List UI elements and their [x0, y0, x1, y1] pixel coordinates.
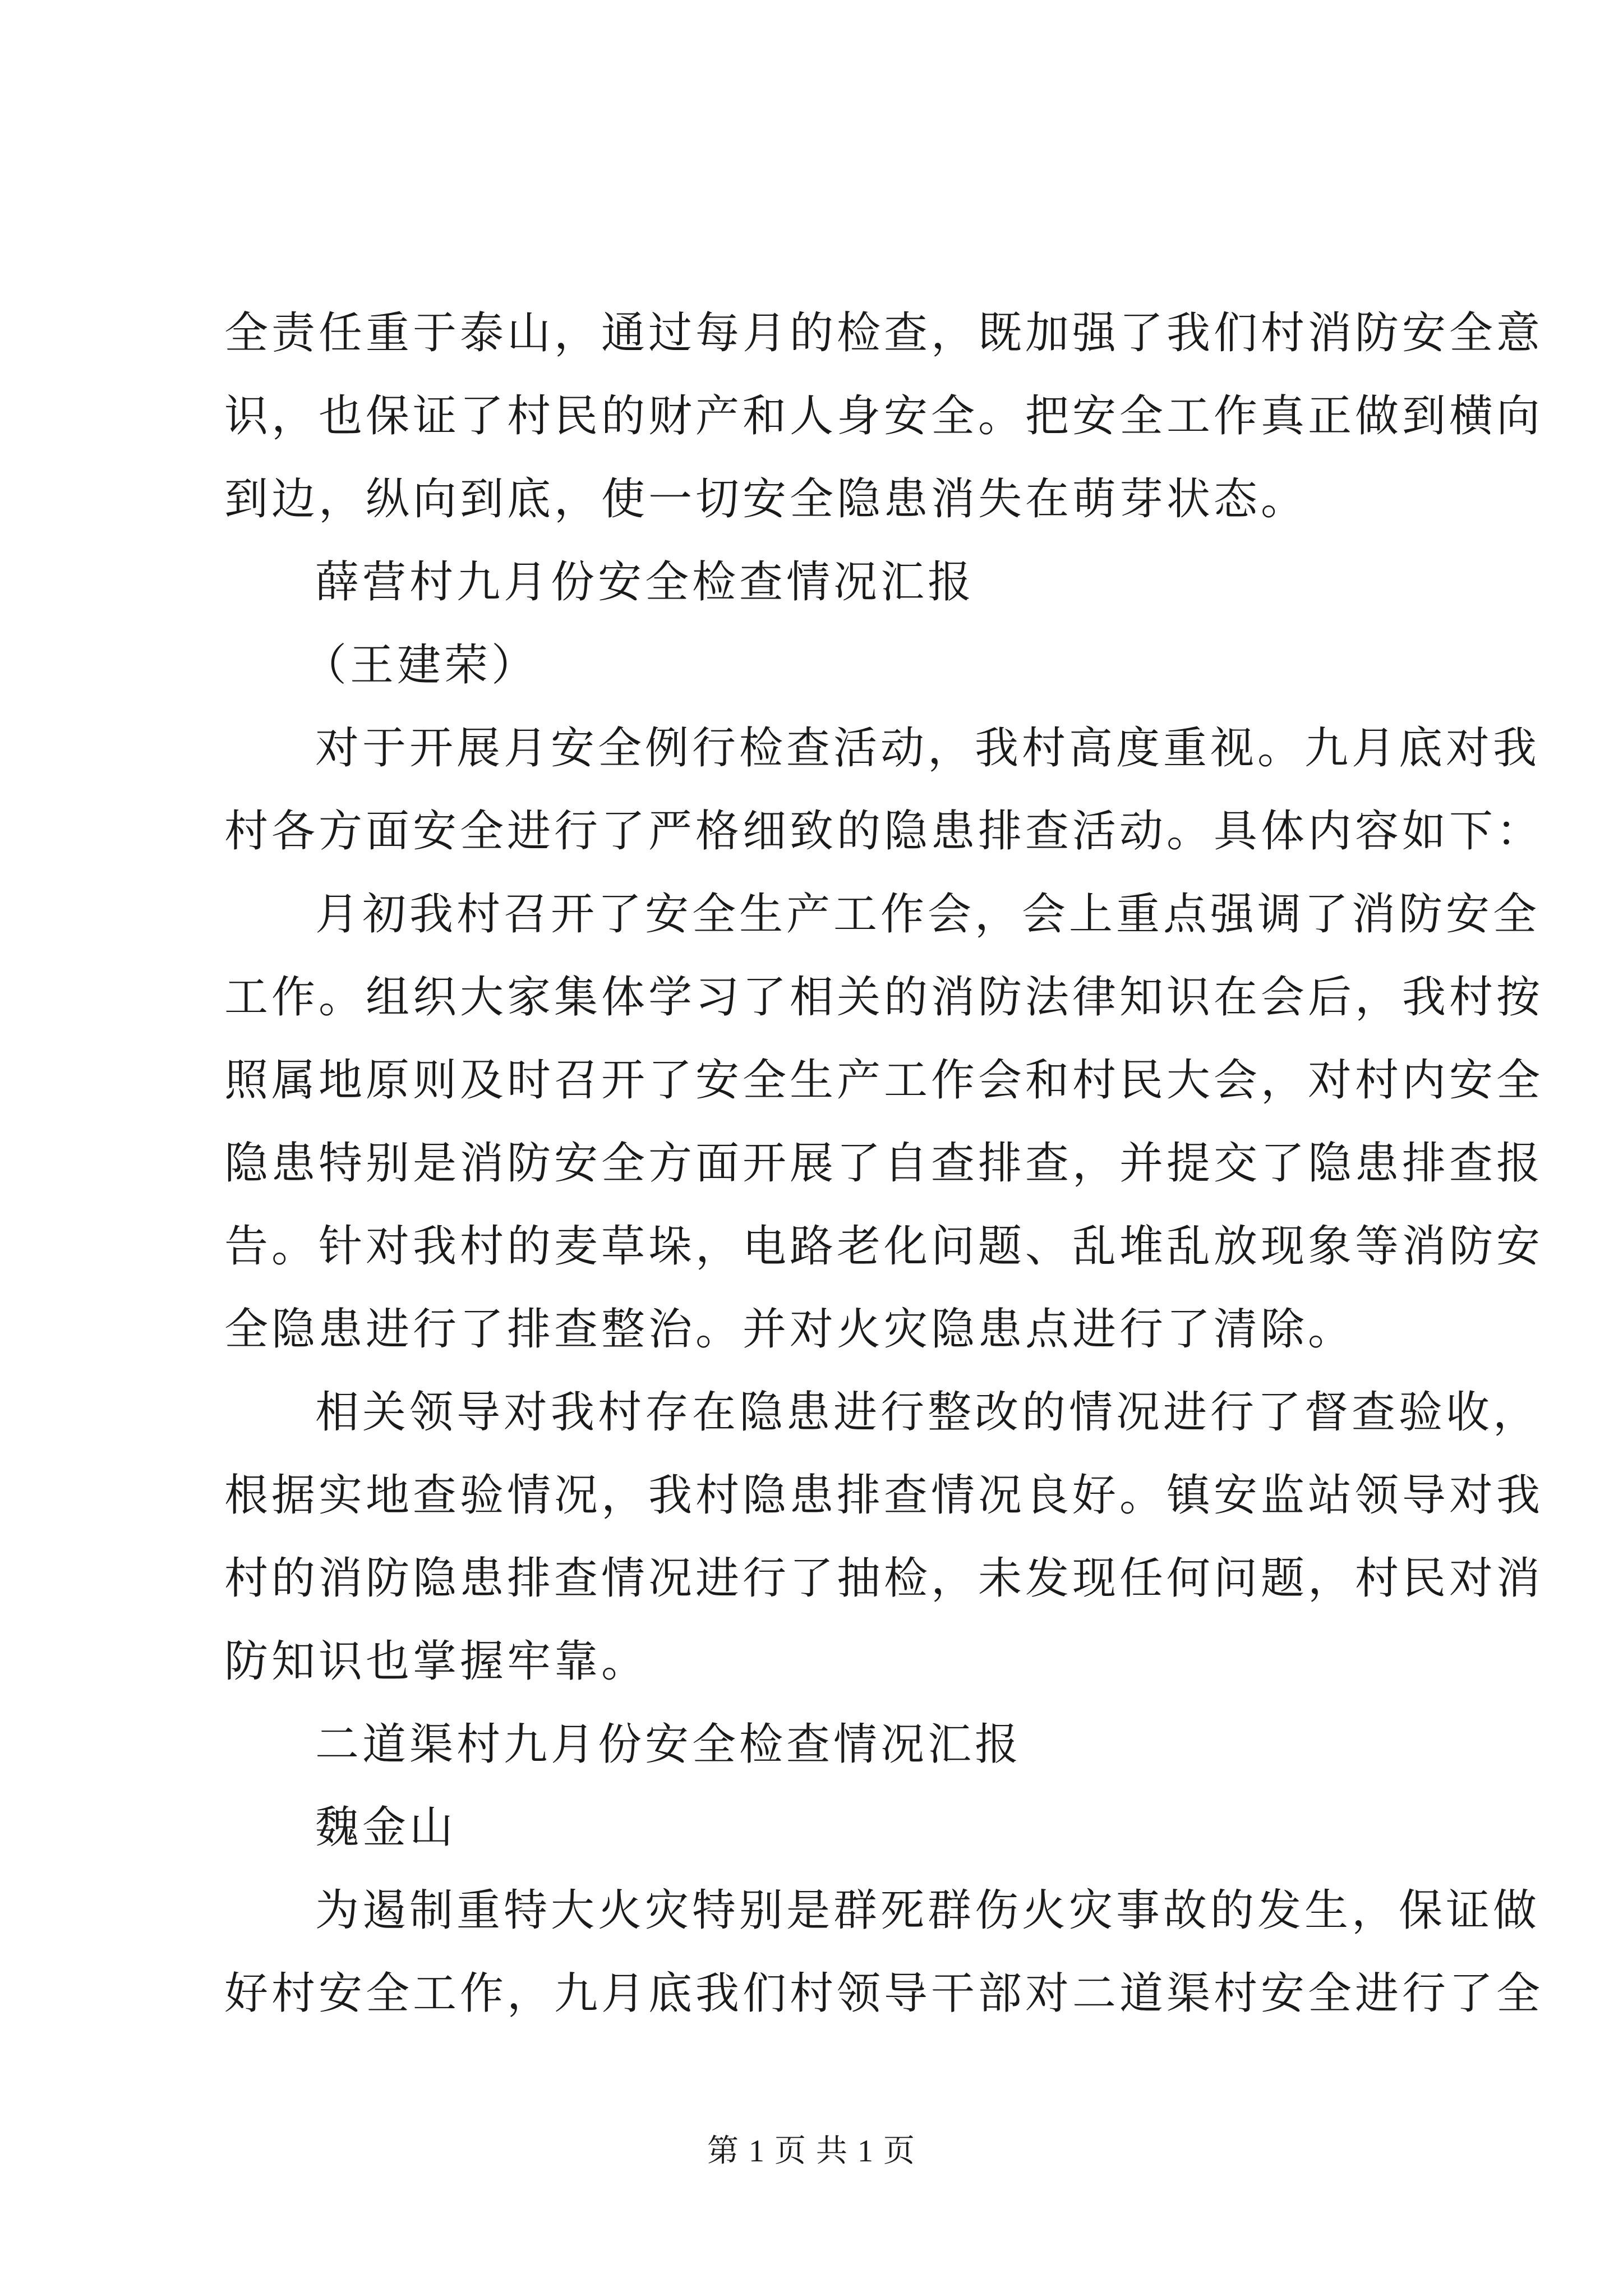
body-line: 村的消防隐患排查情况进行了抽检，未发现任何问题，村民对消: [224, 1553, 1544, 1604]
body-line: 根据实地查验情况，我村隐患排查情况良好。镇安监站领导对我: [224, 1470, 1544, 1521]
section-heading: 二道渠村九月份安全检查情况汇报: [315, 1719, 1022, 1770]
body-line: 对于开展月安全例行检查活动，我村高度重视。九月底对我: [315, 723, 1541, 774]
section-heading: 薛营村九月份安全检查情况汇报: [315, 557, 975, 608]
body-line: 照属地原则及时召开了安全生产工作会和村民大会，对村内安全: [224, 1055, 1544, 1106]
page-footer: 第 1 页 共 1 页: [707, 2134, 916, 2169]
author-line: 魏金山: [315, 1802, 457, 1853]
body-line: 相关领导对我村存在隐患进行整改的情况进行了督查验收，: [315, 1387, 1541, 1438]
body-line: 工作。组织大家集体学习了相关的消防法律知识在会后，我村按: [224, 972, 1544, 1023]
body-line: 全隐患进行了排查整治。并对火灾隐患点进行了清除。: [224, 1304, 1355, 1355]
body-line: 告。针对我村的麦草垛，电路老化问题、乱堆乱放现象等消防安: [224, 1221, 1544, 1272]
body-line: 防知识也掌握牢靠。: [224, 1636, 649, 1687]
body-line: 隐患特别是消防安全方面开展了自查排查，并提交了隐患排查报: [224, 1138, 1544, 1189]
body-line: 月初我村召开了安全生产工作会，会上重点强调了消防安全: [315, 889, 1541, 940]
body-line: 识，也保证了村民的财产和人身安全。把安全工作真正做到横向: [224, 391, 1544, 441]
author-line: （王建荣）: [303, 640, 539, 691]
body-line: 为遏制重特大火灾特别是群死群伤火灾事故的发生，保证做: [315, 1885, 1541, 1936]
body-line: 村各方面安全进行了严格细致的隐患排查活动。具体内容如下：: [224, 806, 1544, 857]
body-line: 好村安全工作，九月底我们村领导干部对二道渠村安全进行了全: [224, 1968, 1544, 2019]
body-line: 到边，纵向到底，使一切安全隐患消失在萌芽状态。: [224, 474, 1308, 524]
document-body: [224, 292, 1544, 2035]
body-line: 全责任重于泰山，通过每月的检查，既加强了我们村消防安全意: [224, 308, 1544, 358]
